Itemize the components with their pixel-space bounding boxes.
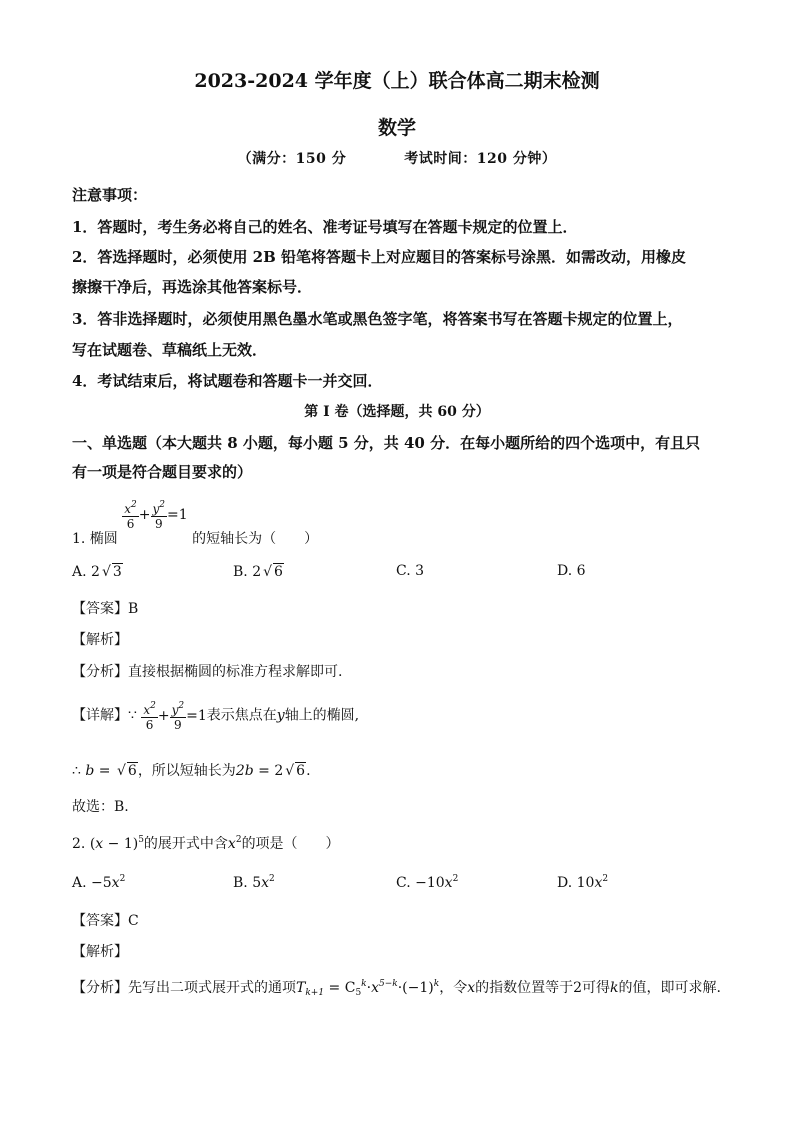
q1-detail-line1: 【详解】∵ $\frac{x^2}{6}$ + $\frac{y^2}{9}$ =1表示焦点在y轴上的椭圆, bbox=[72, 701, 360, 732]
section-heading-b: 有一项是符合题目要求的） bbox=[72, 463, 253, 481]
q2-analysis-label: 【解析】 bbox=[72, 944, 128, 960]
part-heading: 第 I 卷（选择题，共 60 分） bbox=[304, 404, 490, 420]
q2-fenxi: 【分析】先写出二项式展开式的通项$T_{k+1} = C_5^k\cdot x^{5-k}\cdot(-1)^k$，令x的指数位置等于2可得k的值，即可求解. bbox=[72, 979, 721, 998]
q1-conclusion: 故选：B. bbox=[72, 799, 129, 815]
exam-meta bbox=[0, 148, 794, 168]
q1-option-c: C. 3 bbox=[396, 563, 425, 579]
q1-suffix: 的短轴长为（ ） bbox=[192, 530, 319, 547]
ellipse-equation: $\frac{x^2}{6}$ + $\frac{y^2}{9}$ =1 bbox=[124, 500, 188, 531]
q2-option-a: A. $-5x^2$ bbox=[72, 874, 126, 891]
q1-fenxi: 【分析】直接根据椭圆的标准方程求解即可. bbox=[72, 664, 343, 680]
q2-option-d: D. $10x^2$ bbox=[557, 874, 609, 891]
q1-answer: 【答案】B bbox=[72, 601, 139, 617]
q1-option-d: D. 6 bbox=[557, 563, 586, 579]
q1-prefix: 1. 椭圆 bbox=[72, 530, 118, 547]
note-item-2b: 擦擦干净后，再选涂其他答案标号． bbox=[72, 278, 313, 296]
full-score: （满分：150 分 bbox=[237, 151, 347, 167]
q1-analysis-label: 【解析】 bbox=[72, 632, 128, 648]
q2-answer: 【答案】C bbox=[72, 913, 139, 929]
q1-option-b: B. 2 √ 6 bbox=[233, 564, 283, 580]
exam-time: 考试时间：120 分钟） bbox=[404, 151, 557, 167]
q1-stem bbox=[72, 498, 319, 547]
q2-option-b: B. $5x^2$ bbox=[233, 874, 275, 891]
section-heading-a: 一、单选题（本大题共 8 小题，每小题 5 分，共 40 分．在每小题所给的四个选项中，有且只 bbox=[72, 434, 701, 452]
notes-heading: 注意事项： bbox=[72, 186, 148, 204]
note-item-2a: 2．答选择题时，必须使用 2B 铅笔将答题卡上对应题目的答案标号涂黑．如需改动，用橡皮 bbox=[72, 248, 687, 266]
note-item-3a: 3．答非选择题时，必须使用黑色墨水笔或黑色签字笔，将答案书写在答题卡规定的位置上， bbox=[72, 310, 683, 328]
q2-option-c: C. $-10x^2$ bbox=[396, 874, 459, 891]
exam-subject: 数学 bbox=[377, 117, 416, 139]
exam-title: 2023-2024 学年度（上）联合体高二期末检测 bbox=[194, 70, 600, 92]
q1-detail-line2: ∴ b = √ 6，所以短轴长为2b = 2 √ 6. bbox=[72, 763, 311, 779]
q2-stem: 2. $(x - 1)^5$的展开式中含$x^2$的项是（ ） bbox=[72, 835, 340, 852]
note-item-3b: 写在试题卷、草稿纸上无效． bbox=[72, 341, 268, 359]
note-item-4: 4．考试结束后，将试题卷和答题卡一并交回． bbox=[72, 372, 383, 390]
q1-option-a: A. 2 √ 3 bbox=[72, 564, 122, 580]
note-item-1: 1．答题时，考生务必将自己的姓名、准考证号填写在答题卡规定的位置上． bbox=[72, 218, 578, 236]
